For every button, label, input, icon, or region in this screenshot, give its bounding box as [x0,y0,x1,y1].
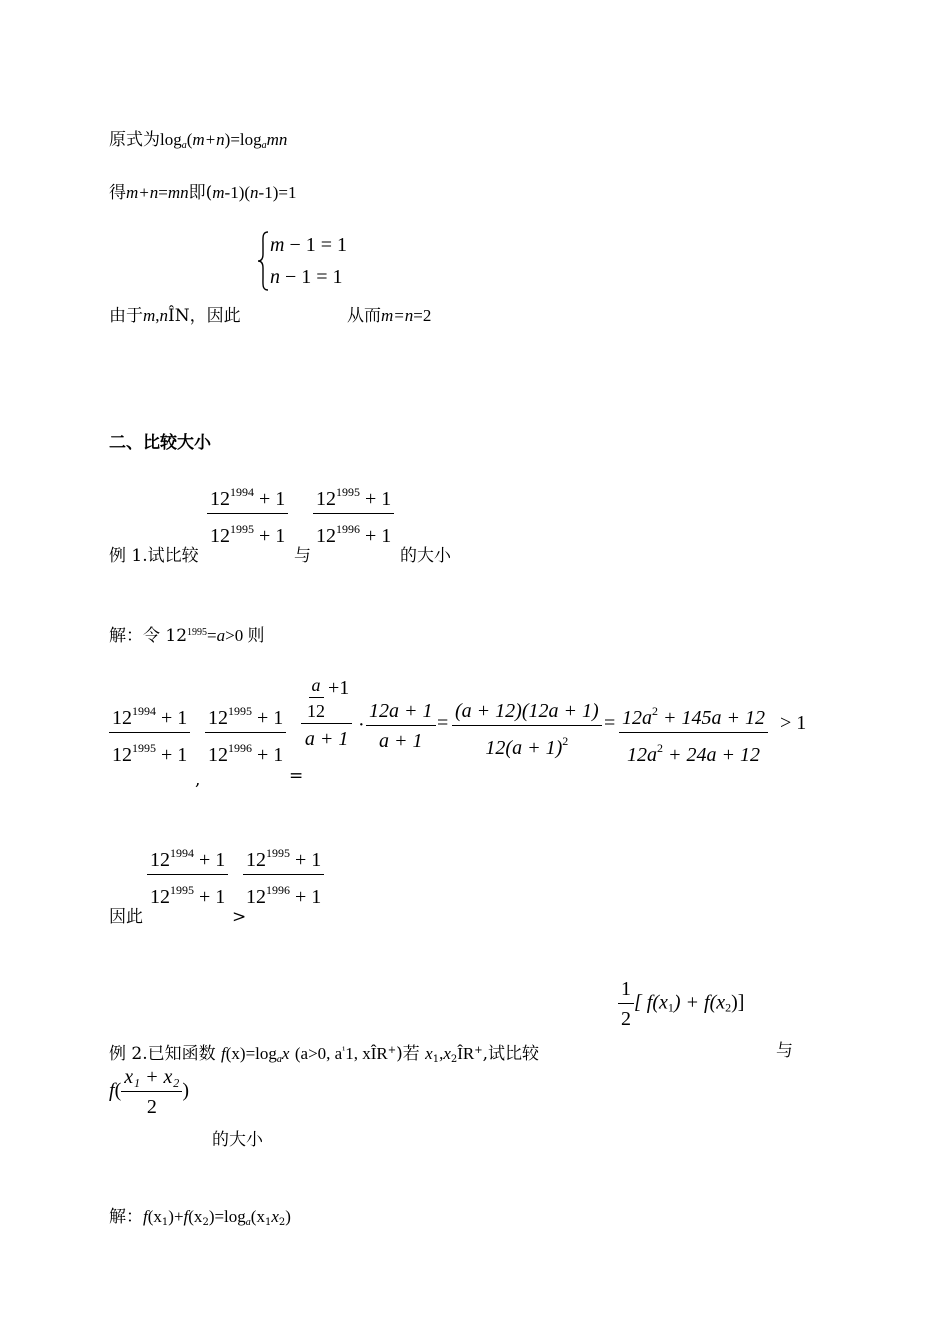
numerator: x₁ + x₂ [121,1064,182,1092]
numerator: $12^{1994} + 1$ [207,479,288,514]
var-a: a [216,626,226,645]
equals-1: = [437,712,449,734]
text: 由于 [109,306,143,326]
numerator: $12^{1994} + 1$ [147,840,228,875]
text: ÎN，因此 [168,306,241,326]
denominator: $12^{1996} + 1$ [246,883,322,908]
var-product: mn [167,183,189,202]
big-eq-compound-frac [301,674,352,752]
denominator: 2 [621,1008,631,1030]
inner-denominator: 12 [307,701,325,721]
line-derivation [109,183,296,203]
text: -1)( [224,183,251,202]
text: 的大小 [400,546,451,566]
line-original-expression [109,130,287,156]
ex1-fraction-a [207,479,288,549]
half-fraction [618,976,634,1032]
comma-mark: , [195,770,201,790]
fraction [109,698,190,768]
var-product: mn [266,130,288,149]
text: 即( [188,183,213,203]
ex2-fmid: f( $\frac{\text{x₁ + x₂}}{2}$ ) [109,1066,190,1118]
text: 原式为 [109,130,160,150]
var-m: m [143,306,156,325]
denominator: $12^{1995} + 1$ [150,883,226,908]
conc1-frac-b [243,840,324,910]
equals: = [207,626,217,645]
ex1-suffix [400,546,451,566]
var-m: m [212,183,225,202]
func-f: f [109,1079,115,1102]
denominator: $12a^2 + 24a + 12$ [627,741,760,766]
var-n: n [250,183,259,202]
var: m [270,234,285,256]
numerator: $12^{1995} + 1$ [243,840,324,875]
var-eq: m=n [381,306,414,325]
denominator: a + 1 [304,728,349,750]
sol1-line [109,623,264,646]
ex1-fraction-b [313,479,394,549]
numerator [301,674,352,724]
fraction [243,840,324,910]
fraction [619,698,768,768]
func-f: f [221,1044,226,1063]
dot-operator: · [358,714,365,736]
conc1-label: 因此 [109,907,143,927]
ex2-suffix: 的大小 [212,1130,263,1150]
conc1-gt: > [232,907,247,927]
denominator: 2 [146,1096,157,1118]
big-eq-frac-d [452,698,602,761]
text: )] [731,991,745,1014]
text: ) + f(x [673,991,726,1014]
log-text: log [160,130,182,149]
fraction [366,698,436,754]
var-sum: m+n [126,183,159,202]
ex2-yu: 与 [776,1041,793,1061]
greater-than-one: > 1 [780,712,807,734]
equals-mark: = [289,766,304,786]
left-brace-icon [256,230,270,292]
numerator: 1 [618,976,634,1004]
text: -1)=1 [258,183,297,202]
ex1-label [109,546,199,566]
denominator: $12^{1995} + 1$ [210,522,286,547]
system-row-1 [270,232,347,258]
denominator: $12^{1996} + 1$ [208,741,284,766]
text: 例 2.已知函数 [109,1044,216,1064]
big-eq-frac-c [366,698,436,754]
sol2-line: 解：$f(x_1)+f(x_2)=\log_a(x_1x_2)$ [109,1207,291,1228]
plus-one: +1 [328,676,350,699]
inner-numerator: a [309,674,324,698]
big-eq-frac-b [205,698,286,768]
denominator: a + 1 [379,730,423,752]
section-title: 二、比较大小 [109,433,211,453]
text: 与 [294,546,311,566]
text: 例 1.试比较 [109,546,199,566]
ex2-line: 例 2.已知函数 $f(x)=\log_ax$ (a>0, $a^{^1}1$, xÎR+)若 $x_1,x_2ÎR^+$,试比较 [109,1044,540,1065]
line-conclusion-mn [109,306,241,326]
text: 解：令 12 [109,626,188,646]
fraction [313,479,394,549]
text: , [155,306,160,325]
log-text: )=log [224,130,262,149]
denominator: $12^{1995} + 1$ [112,741,188,766]
text: 得 [109,183,126,203]
ex2-half-expression: $\frac{1}{2}$ [ $f(x_1) + f(x_2)$] [618,976,744,1032]
fraction [205,698,286,768]
text: [ f(x [634,991,668,1014]
var-n: n [159,306,169,325]
var-sum: m+n [192,130,225,149]
text: 从而 [347,306,381,326]
numerator: 12a + 1 [366,698,436,726]
big-eq-frac-a [109,698,190,768]
text: =2 [413,306,432,325]
numerator: $12a^2 + 145a + 12$ [619,698,768,733]
log-base: a [261,140,267,151]
section-heading [109,428,211,453]
numerator: $12^{1994} + 1$ [109,698,190,733]
fraction [207,479,288,549]
fraction [452,698,602,761]
paren: ( [186,130,193,149]
fraction [147,840,228,910]
conc1-frac-a [147,840,228,910]
system-row-2 [270,264,343,290]
inner-fraction [304,674,328,722]
numerator: $12^{1995} + 1$ [205,698,286,733]
denominator: $12^{1996} + 1$ [316,522,392,547]
text: − 1 = 1 [284,234,348,256]
line-conclusion-result [347,306,431,326]
exponent: 1995 [187,627,208,638]
log-base: a [181,140,187,151]
fraction [121,1064,182,1120]
big-eq-frac-e [619,698,768,768]
numerator: (a + 12)(12a + 1) [452,698,602,726]
equals-2: = [604,712,616,734]
var: n [270,266,280,288]
text: >0 则 [225,626,265,645]
denominator: $12(a + 1)^2$ [485,734,569,759]
equation-system [256,230,366,292]
fraction [301,674,352,752]
numerator: $12^{1995} + 1$ [313,479,394,514]
text: − 1 = 1 [280,266,343,288]
ex1-yu [294,546,311,566]
equals: = [158,183,168,202]
